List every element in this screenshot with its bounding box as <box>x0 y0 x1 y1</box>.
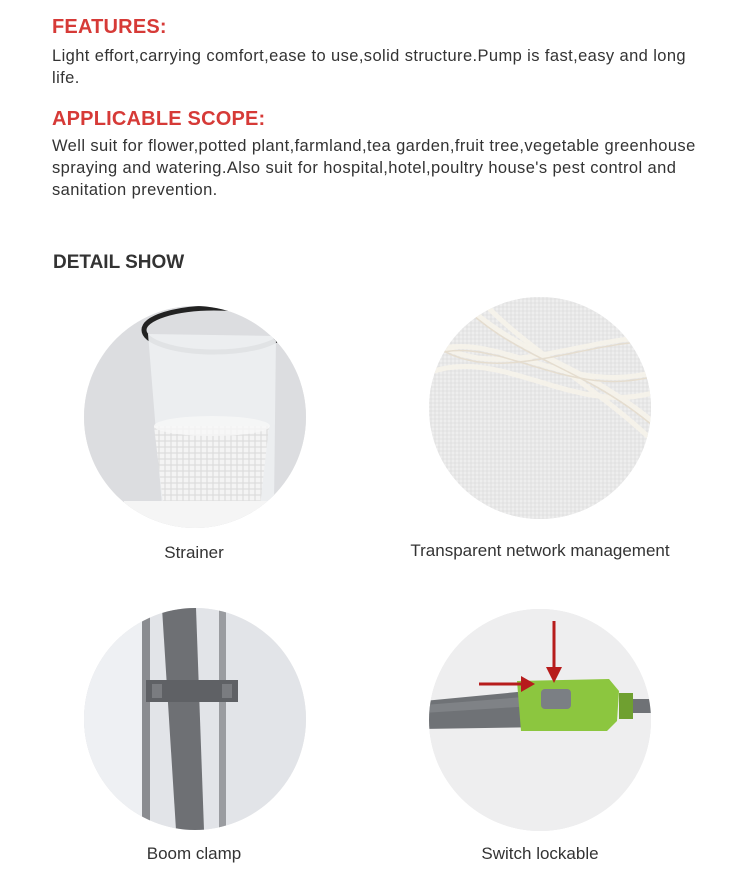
scope-heading: APPLICABLE SCOPE: <box>52 108 266 130</box>
strainer-caption: Strainer <box>164 543 224 562</box>
detail-show-title: DETAIL SHOW <box>53 252 185 273</box>
features-text: Light effort,carrying comfort,ease to use,solid structure.Pump is fast,easy and long life. <box>52 47 687 87</box>
switch-lockable-caption: Switch lockable <box>481 844 599 863</box>
scope-text: Well suit for flower,potted plant,farmland,tea garden,fruit tree,vegetable greenhouse spraying and watering.Also suit for hospital,hotel,poultry house's pest control and sanitation prevention. <box>52 137 696 199</box>
boom-clamp-caption: Boom clamp <box>146 844 242 863</box>
switch-lockable-image <box>429 609 651 831</box>
transparent-network-caption: Transparent network management <box>410 541 670 560</box>
features-heading: FEATURES: <box>52 16 167 38</box>
transparent-network-image <box>429 297 651 519</box>
boom-clamp-image <box>84 608 306 830</box>
strainer-image <box>84 306 306 528</box>
